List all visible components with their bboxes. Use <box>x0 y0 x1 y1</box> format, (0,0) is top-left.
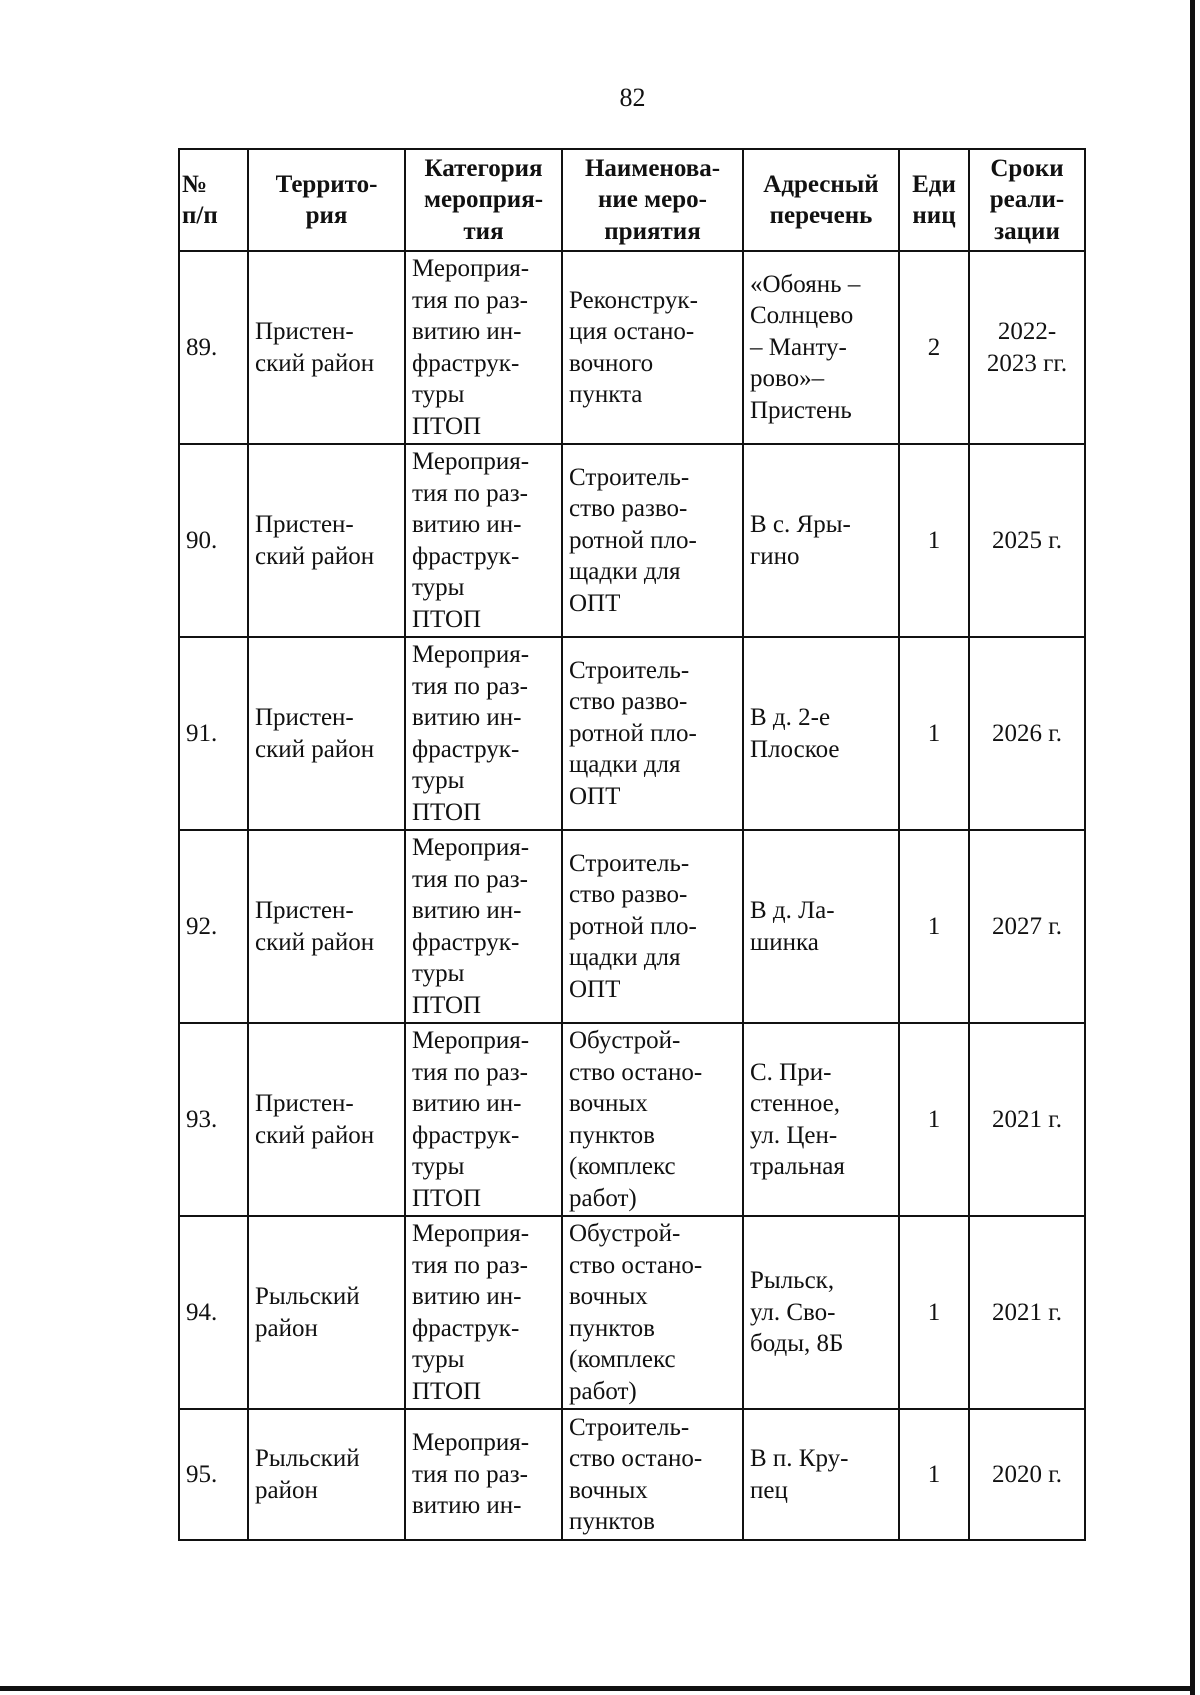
text-line: ция остано- <box>569 318 695 345</box>
cell-address <box>743 830 899 1023</box>
header-name-line: приятия <box>604 217 701 245</box>
text-line: ство разво- <box>569 881 688 909</box>
text-line: «Обоянь – <box>750 270 861 298</box>
cell-units: 1 <box>899 637 969 830</box>
cell-address <box>743 637 899 830</box>
cell-address <box>743 444 899 637</box>
table-header-row <box>179 149 1085 251</box>
cell-units: 1 <box>899 1409 969 1540</box>
text-line: фраструк- <box>412 1314 520 1342</box>
text-line: Мероприя- <box>412 1027 530 1054</box>
text-line: вочного <box>569 349 654 377</box>
table-row <box>179 1409 1085 1540</box>
cell-num: 91. <box>179 637 248 830</box>
text-line: щадки для <box>569 558 681 586</box>
header-terms <box>969 149 1085 251</box>
header-category <box>405 149 562 251</box>
cell-num: 90. <box>179 444 248 637</box>
text-line: витию ин- <box>412 1283 522 1310</box>
text-line: работ) <box>569 1377 637 1405</box>
text-line: Пристен- <box>255 704 354 731</box>
cell-category <box>405 251 562 444</box>
text-line: Обустрой- <box>569 1027 681 1054</box>
cell-name <box>562 251 743 444</box>
cell-terms <box>969 830 1085 1023</box>
header-num-line: п/п <box>182 202 218 229</box>
cell-category <box>405 444 562 637</box>
text-line: рово»– <box>750 365 825 393</box>
text-line: Плоское <box>750 735 840 763</box>
text-line: Мероприя- <box>412 1220 530 1247</box>
text-line: ОПТ <box>569 782 621 810</box>
cell-address <box>743 1023 899 1216</box>
text-line: туры <box>412 381 465 408</box>
text-line: пунктов <box>569 1508 655 1535</box>
table-row <box>179 444 1085 637</box>
text-line: туры <box>412 1153 465 1180</box>
table-row <box>179 830 1085 1023</box>
text-line: вочных <box>569 1090 648 1117</box>
text-line: Пристень <box>750 396 852 424</box>
cell-terms <box>969 1023 1085 1216</box>
cell-num: 92. <box>179 830 248 1023</box>
header-category-line: тия <box>463 217 504 245</box>
text-line: район <box>255 1476 318 1504</box>
header-name <box>562 149 743 251</box>
text-line: тия по раз- <box>412 672 528 700</box>
text-line: ство остано- <box>569 1251 703 1279</box>
text-line: ский район <box>255 928 375 956</box>
cell-address <box>743 1409 899 1540</box>
text-line: тия по раз- <box>412 286 528 314</box>
text-line: 2023 гг. <box>986 349 1068 377</box>
text-line: Рыльский <box>255 1283 360 1310</box>
header-units-line: Еди <box>912 170 956 198</box>
text-line: Пристен- <box>255 1090 354 1117</box>
header-terms-line: реали- <box>989 186 1065 214</box>
cell-terms <box>969 444 1085 637</box>
cell-territory <box>248 251 405 444</box>
text-line: боды, 8Б <box>750 1330 844 1358</box>
text-line: щадки для <box>569 751 681 779</box>
cell-address <box>743 251 899 444</box>
cell-category <box>405 1216 562 1409</box>
table-row <box>179 1023 1085 1216</box>
header-address-line: Адресный <box>763 170 879 198</box>
text-line: фраструк- <box>412 542 520 570</box>
text-line: 2020 г. <box>992 1460 1062 1488</box>
text-line: фраструк- <box>412 1121 520 1149</box>
cell-territory <box>248 1023 405 1216</box>
text-line: тия по раз- <box>412 865 528 893</box>
header-num <box>179 149 248 251</box>
text-line: ОПТ <box>569 975 621 1003</box>
text-line: Строитель- <box>569 1413 690 1441</box>
text-line: тия по раз- <box>412 1251 528 1279</box>
text-line: ский район <box>255 1121 375 1149</box>
text-line: ротной пло- <box>569 719 697 747</box>
cell-num: 94. <box>179 1216 248 1409</box>
cell-terms <box>969 251 1085 444</box>
header-units-line: ниц <box>912 202 956 229</box>
text-line: Мероприя- <box>412 1429 530 1457</box>
cell-terms <box>969 637 1085 830</box>
text-line: С. При- <box>750 1058 832 1086</box>
text-line: ПТОП <box>412 1184 482 1212</box>
text-line: фраструк- <box>412 928 520 956</box>
text-line: Мероприя- <box>412 255 530 282</box>
text-line: 2026 г. <box>992 719 1062 747</box>
text-line: В д. Ла- <box>750 897 835 924</box>
cell-name <box>562 444 743 637</box>
cell-category <box>405 830 562 1023</box>
text-line: ротной пло- <box>569 912 697 940</box>
text-line: Пристен- <box>255 511 354 538</box>
text-line: Рыльский <box>255 1445 360 1472</box>
text-line: Строитель- <box>569 849 690 877</box>
text-line: ПТОП <box>412 605 482 633</box>
text-line: тия по раз- <box>412 1058 528 1086</box>
text-line: В п. Кру- <box>750 1445 849 1472</box>
text-line: туры <box>412 574 465 601</box>
cell-units: 2 <box>899 251 969 444</box>
header-terms-line: зации <box>994 217 1060 245</box>
cell-units: 1 <box>899 1216 969 1409</box>
cell-name <box>562 1216 743 1409</box>
text-line: витию ин- <box>412 1090 522 1117</box>
cell-category <box>405 637 562 830</box>
text-line: тия по раз- <box>412 1460 528 1488</box>
cell-num: 93. <box>179 1023 248 1216</box>
text-line: тральная <box>750 1153 845 1180</box>
cell-territory <box>248 1216 405 1409</box>
text-line: ул. Цен- <box>750 1121 838 1149</box>
header-territory <box>248 149 405 251</box>
text-line: тия по раз- <box>412 479 528 507</box>
text-line: вочных <box>569 1283 648 1310</box>
header-territory-line: рия <box>305 202 348 229</box>
header-terms-line: Сроки <box>990 154 1064 182</box>
text-line: витию ин- <box>412 1492 522 1520</box>
cell-num: 95. <box>179 1409 248 1540</box>
cell-category <box>405 1409 562 1540</box>
text-line: щадки для <box>569 944 681 972</box>
text-line: ПТОП <box>412 1377 482 1405</box>
text-line: ский район <box>255 735 375 763</box>
cell-territory <box>248 637 405 830</box>
text-line: ство остано- <box>569 1058 703 1086</box>
header-category-line: мероприя- <box>423 186 544 214</box>
text-line: туры <box>412 960 465 987</box>
page-number: 82 <box>619 83 646 112</box>
text-line: туры <box>412 767 465 794</box>
text-line: 2021 г. <box>992 1105 1062 1133</box>
text-line: Строитель- <box>569 463 690 491</box>
cell-terms <box>969 1409 1085 1540</box>
header-territory-line: Террито- <box>275 170 378 198</box>
text-line: витию ин- <box>412 704 522 731</box>
header-units <box>899 149 969 251</box>
cell-address <box>743 1216 899 1409</box>
table-row <box>179 251 1085 444</box>
text-line: работ) <box>569 1184 637 1212</box>
text-line: пункта <box>569 381 643 408</box>
header-category-line: Категория <box>424 154 543 182</box>
cell-name <box>562 830 743 1023</box>
cell-name <box>562 1023 743 1216</box>
text-line: ство разво- <box>569 688 688 716</box>
text-line: ПТОП <box>412 412 482 440</box>
text-line: 2025 г. <box>992 526 1062 554</box>
page-frame-bottom-edge <box>0 1686 1195 1691</box>
page-frame-right-edge <box>1190 0 1195 1695</box>
cell-territory <box>248 444 405 637</box>
text-line: 2027 г. <box>992 912 1062 940</box>
header-name-line: ние меро- <box>597 186 707 214</box>
text-line: шинка <box>750 928 819 956</box>
text-line: стенное, <box>750 1090 841 1117</box>
text-line: ский район <box>255 349 375 377</box>
text-line: пец <box>750 1476 788 1504</box>
events-table <box>178 148 1086 1541</box>
text-line: пунктов <box>569 1121 655 1149</box>
text-line: 2022- <box>997 318 1057 345</box>
text-line: Рыльск, <box>750 1267 835 1295</box>
text-line: витию ин- <box>412 318 522 345</box>
cell-units: 1 <box>899 1023 969 1216</box>
text-line: фраструк- <box>412 735 520 763</box>
header-address <box>743 149 899 251</box>
text-line: Мероприя- <box>412 641 530 668</box>
table-row <box>179 637 1085 830</box>
text-line: В д. 2-е <box>750 704 831 731</box>
text-line: Строитель- <box>569 656 690 684</box>
text-line: район <box>255 1314 318 1342</box>
text-line: витию ин- <box>412 511 522 538</box>
text-line: – Манту- <box>750 333 847 361</box>
text-line: 2021 г. <box>992 1298 1062 1326</box>
text-line: Пристен- <box>255 318 354 345</box>
text-line: фраструк- <box>412 349 520 377</box>
text-line: ПТОП <box>412 991 482 1019</box>
text-line: Мероприя- <box>412 448 530 475</box>
cell-category <box>405 1023 562 1216</box>
text-line: ский район <box>255 542 375 570</box>
text-line: туры <box>412 1346 465 1373</box>
text-line: ПТОП <box>412 798 482 826</box>
header-num-line: № <box>182 170 208 198</box>
table-row <box>179 1216 1085 1409</box>
text-line: Обустрой- <box>569 1220 681 1247</box>
text-line: вочных <box>569 1476 648 1504</box>
text-line: пунктов <box>569 1314 655 1342</box>
text-line: Солнцево <box>750 302 854 330</box>
cell-terms <box>969 1216 1085 1409</box>
text-line: ротной пло- <box>569 526 697 554</box>
header-name-line: Наименова- <box>584 154 721 182</box>
cell-units: 1 <box>899 444 969 637</box>
text-line: Реконструк- <box>569 286 698 314</box>
text-line: Мероприя- <box>412 834 530 861</box>
text-line: Пристен- <box>255 897 354 924</box>
cell-territory <box>248 830 405 1023</box>
text-line: витию ин- <box>412 897 522 924</box>
text-line: ОПТ <box>569 589 621 617</box>
text-line: (комплекс <box>569 1153 676 1180</box>
header-address-line: перечень <box>769 202 873 229</box>
cell-num: 89. <box>179 251 248 444</box>
text-line: ул. Сво- <box>750 1298 836 1326</box>
text-line: (комплекс <box>569 1346 676 1373</box>
cell-units: 1 <box>899 830 969 1023</box>
cell-name <box>562 637 743 830</box>
cell-name <box>562 1409 743 1540</box>
cell-territory <box>248 1409 405 1540</box>
text-line: ство остано- <box>569 1445 703 1472</box>
text-line: В с. Яры- <box>750 511 851 538</box>
text-line: гино <box>750 542 800 570</box>
text-line: ство разво- <box>569 495 688 523</box>
